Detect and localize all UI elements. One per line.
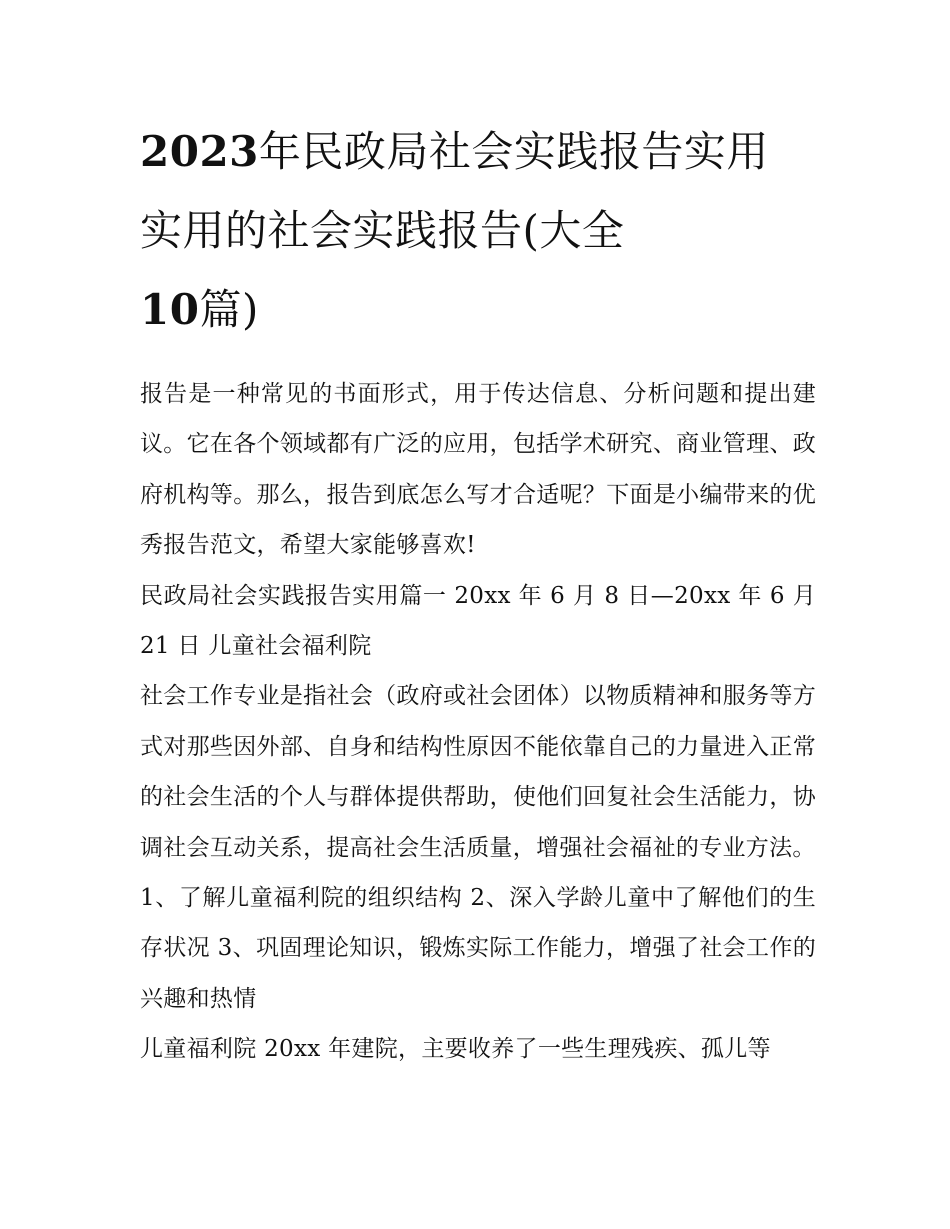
document-title	[140, 112, 816, 349]
title-count: 10	[140, 285, 200, 334]
definition-paragraph: 社会工作专业是指社会（政府或社会团体）以物质精神和服务等方式对那些因外部、自身和结构性原因不能依靠自己的力量进入正常的社会生活的个人与群体提供帮助，使他们回复社会生活能力，协调社会互动关系，提高社会生活质量，增强社会福祉的专业方法。	[140, 683, 816, 861]
document-page	[140, 112, 816, 1075]
title-year: 2023	[140, 127, 259, 176]
orphanage-paragraph: 儿童福利院 20xx 年建院，主要收养了一些生理残疾、孤儿等	[140, 1036, 771, 1063]
title-suffix: 篇)	[199, 285, 259, 334]
objectives-paragraph: 1、了解儿童福利院的组织结构 2、深入学龄儿童中了解他们的生存状况 3、巩固理论知识，锻炼实际工作能力，增强了社会工作的兴趣和热情	[140, 885, 816, 1012]
intro-paragraph: 报告是一种常见的书面形式，用于传达信息、分析问题和提出建议。它在各个领域都有广泛的应用，包括学术研究、商业管理、政府机构等。那么，报告到底怎么写才合适呢？下面是小编带来的优秀报告范文，希望大家能够喜欢!	[140, 381, 816, 559]
section-heading-paragraph: 民政局社会实践报告实用篇一 20xx 年 6 月 8 日—20xx 年 6 月 21 日 儿童社会福利院	[140, 582, 816, 660]
document-body	[140, 369, 816, 1075]
title-main: 年民政局社会实践报告实用 实用的社会实践报告(大全	[140, 127, 769, 255]
